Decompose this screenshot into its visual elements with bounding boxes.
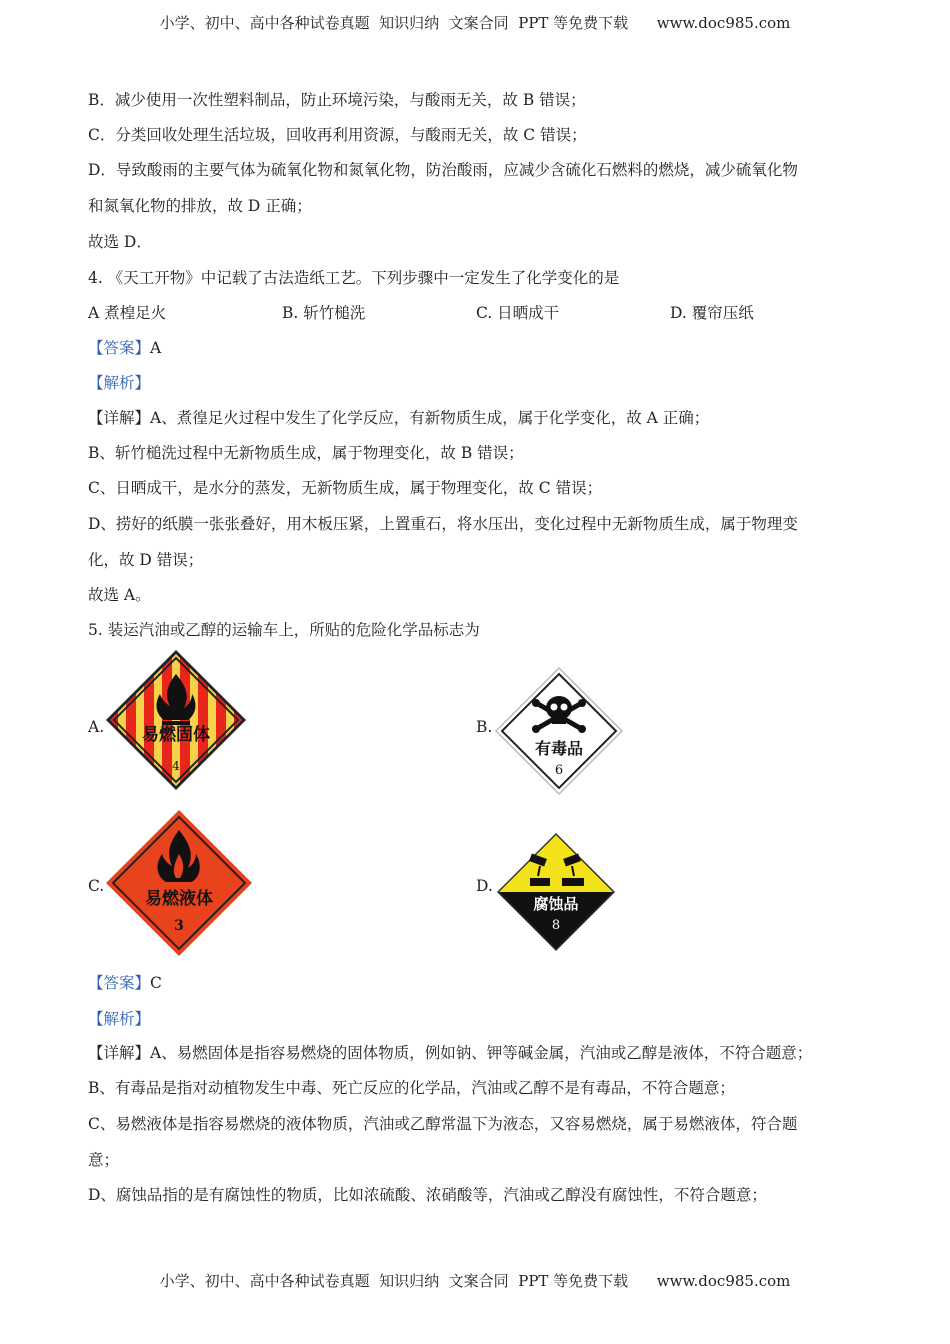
sign-c-number: 3 xyxy=(174,918,184,934)
q3-option-d-explanation-1: D．导致酸雨的主要气体为硫氧化物和氮氧化物，防治酸雨，应减少含硫化石燃料的燃烧，减少硫氧化物 xyxy=(88,161,798,179)
q5-option-b-label: B. xyxy=(476,718,493,736)
q4-detail-d-1: D、捞好的纸膜一张张叠好，用木板压紧，上置重石，将水压出，变化过程中无新物质生成，属于物理变 xyxy=(88,515,798,533)
q5-stem: 5. 装运汽油或乙醇的运输车上，所贴的危险化学品标志为 xyxy=(88,621,480,639)
answer-tag: 【答案】 xyxy=(88,339,151,357)
page-footer: 小学、初中、高中各种试卷真题 知识归纳 文案合同 PPT 等免费下载 www.doc985.com xyxy=(159,1272,791,1290)
q4-detail-d-2: 化，故 D 错误； xyxy=(88,551,204,569)
q4-choice: 故选 A。 xyxy=(88,586,151,604)
q4-option-b: B. 斩竹槌洗 xyxy=(282,304,366,322)
q4-option-d: D. 覆帘压纸 xyxy=(670,304,754,322)
toxic-sign xyxy=(494,666,624,796)
q4-detail-a xyxy=(88,408,709,428)
flammable-solid-sign xyxy=(106,650,246,790)
corrosive-sign xyxy=(496,832,616,952)
q3-option-b-explanation: B．减少使用一次性塑料制品，防止环境污染，与酸雨无关，故 B 错误； xyxy=(88,91,586,109)
sign-b-text: 有毒品 xyxy=(534,739,584,758)
q3-option-c-explanation: C．分类回收处理生活垃圾，回收再利用资源，与酸雨无关，故 C 错误； xyxy=(88,126,587,144)
q5-detail-d: D、腐蚀品指的是有腐蚀性的物质，比如浓硫酸、浓硝酸等，汽油或乙醇没有腐蚀性，不符合题意； xyxy=(88,1186,767,1204)
q4-option-c: C. 日晒成干 xyxy=(476,304,560,322)
q3-option-d-explanation-2: 和氮氧化物的排放，故 D 正确； xyxy=(88,197,312,215)
q5-detail-c-1: C、易燃液体是指容易燃烧的液体物质，汽油或乙醇常温下为液态，又容易燃烧，属于易燃液体，符合题 xyxy=(88,1115,798,1133)
q5-answer xyxy=(88,973,162,993)
q4-detail-b: B、斩竹槌洗过程中无新物质生成，属于物理变化，故 B 错误； xyxy=(88,444,524,462)
answer-value: C xyxy=(150,974,162,992)
q3-choice: 故选 D． xyxy=(88,233,152,251)
detail-text: A、煮徨足火过程中发生了化学反应，有新物质生成，属于化学变化，故 A 正确； xyxy=(150,409,710,427)
q4-answer xyxy=(88,338,161,358)
sign-b-number: 6 xyxy=(554,763,564,778)
sign-d-number: 8 xyxy=(551,918,561,933)
q5-option-c-label: C. xyxy=(88,877,105,895)
answer-tag: 【答案】 xyxy=(88,974,151,992)
q4-detail-c: C、日晒成干，是水分的蒸发，无新物质生成，属于物理变化，故 C 错误； xyxy=(88,479,603,497)
page-header: 小学、初中、高中各种试卷真题 知识归纳 文案合同 PPT 等免费下载 www.doc985.com xyxy=(159,14,791,32)
q4-option-a: A 煮楻足火 xyxy=(88,304,167,322)
q4-analysis-tag: 【解析】 xyxy=(88,374,151,392)
flammable-liquid-sign xyxy=(106,810,252,956)
sign-a-text: 易燃固体 xyxy=(142,725,210,745)
detail-tag: 【详解】 xyxy=(88,1044,151,1062)
detail-text: A、易燃固体是指容易燃烧的固体物质，例如钠、钾等碱金属，汽油或乙醇是液体，不符合题意； xyxy=(150,1044,813,1062)
q5-option-a-label: A. xyxy=(88,718,105,736)
q5-option-d-label: D. xyxy=(476,877,493,895)
sign-d-text: 腐蚀品 xyxy=(533,895,579,913)
detail-tag: 【详解】 xyxy=(88,409,151,427)
q5-detail-c-2: 意； xyxy=(88,1151,120,1169)
q5-detail-b: B、有毒品是指对动植物发生中毒、死亡反应的化学品，汽油或乙醇不是有毒品，不符合题意； xyxy=(88,1079,735,1097)
answer-value: A xyxy=(150,339,162,357)
q4-stem: 4. 《天工开物》中记载了古法造纸工艺。下列步骤中一定发生了化学变化的是 xyxy=(88,269,620,287)
q5-analysis-tag: 【解析】 xyxy=(88,1010,151,1028)
sign-a-number: 4 xyxy=(172,759,180,773)
q5-detail-a xyxy=(88,1043,812,1063)
sign-c-text: 易燃液体 xyxy=(145,889,213,909)
